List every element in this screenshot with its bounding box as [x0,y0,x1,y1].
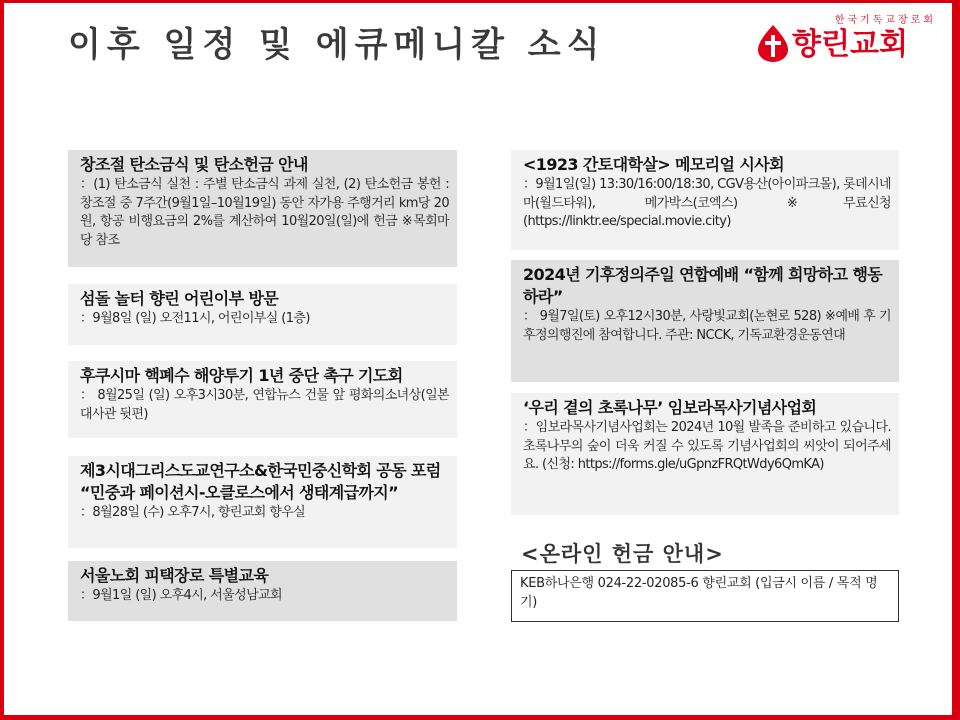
notice-body: ： 9월7일(토) 오후12시30분, 사랑빛교회(논현로 528) ※예배 후 기후정의행진에 참여합니다. 주관: NCCK, 기독교환경운동연대 [523,309,891,343]
notice-title: 창조절 탄소금식 및 탄소헌금 안내 [80,155,308,174]
notice-title: 제3시대그리스도교연구소&한국민중신학회 공동 포럼 “민중과 페이션시-오클로스에서 생태계급까지” [80,461,441,502]
notice-elder-education [68,561,457,621]
notice-body: ：9월1일(일) 13:30/16:00/18:30, CGV용산(아이파크몰), 롯데시네마(월드타워), 메가박스(코엑스) ※무료신청(https://linktr.ee/special.movie.city) [523,177,891,229]
church-logo [754,11,944,67]
cross-emblem-icon [756,23,790,63]
online-offering-account: KEB하나은행 024-22-02085-6 향린교회 (입금시 이름 / 목적 명기) [511,570,899,622]
notice-title: 섬돌 놀터 향린 어린이부 방문 [80,289,279,308]
notice-title: 2024년 기후정의주일 연합예배 “함께 희망하고 행동하라” [523,265,883,306]
notice-body: ： 8월25일 (일) 오후3시30분, 연합뉴스 건물 앞 평화의소녀상(일본대사관 뒷편) [80,388,449,422]
notice-body: ：9월1일 (일) 오후4시, 서울성남교회 [80,588,282,603]
notice-memorial-society [511,393,899,515]
notice-climate-worship [511,260,899,382]
slide [4,3,952,715]
notice-title: 후쿠시마 핵폐수 해양투기 1년 중단 촉구 기도회 [80,366,403,385]
notice-title: ‘우리 곁의 초록나무’ 임보라목사기념사업회 [523,398,817,417]
page-title: 이후 일정 및 에큐메니칼 소식 [68,25,606,65]
online-offering-title: <온라인 헌금 안내> [521,542,724,566]
notice-body: ：8월28일 (수) 오후7시, 향린교회 향우실 [80,505,306,520]
notice-body: ：(1) 탄소금식 실천 : 주별 탄소금식 과제 실천, (2) 탄소헌금 봉헌 : 창조절 중 7주간(9월1일–10월19일) 동안 자가용 주행거리 km당 20원, 항공 비행요금의 2%를 계산하여 10월20일(일)에 헌금 ※목회마당 참조 [80,177,449,248]
notice-title: 서울노회 피택장로 특별교육 [80,566,269,585]
notice-body: ：9월8일 (일) 오전11시, 어린이부실 (1층) [80,311,310,326]
notice-minjung-forum [68,456,457,548]
logo-name: 향린교회 [792,27,908,62]
notice-carbon-fasting [68,150,457,267]
notice-children-visit [68,284,457,345]
logo-subtitle: 한국기독교장로회 [834,15,936,26]
notice-body: ：임보라목사기념사업회는 2024년 10월 발족을 준비하고 있습니다. 초록나무의 숲이 더욱 커질 수 있도록 기념사업회의 씨앗이 되어주세요. (신청: https://forms.gle/uGpnzFRQtWdy6QmKA) [523,420,891,472]
notice-fukushima-prayer [68,361,457,438]
notice-title: <1923 간토대학살> 메모리얼 시사회 [523,155,784,174]
notice-kanto-screening [511,150,899,250]
